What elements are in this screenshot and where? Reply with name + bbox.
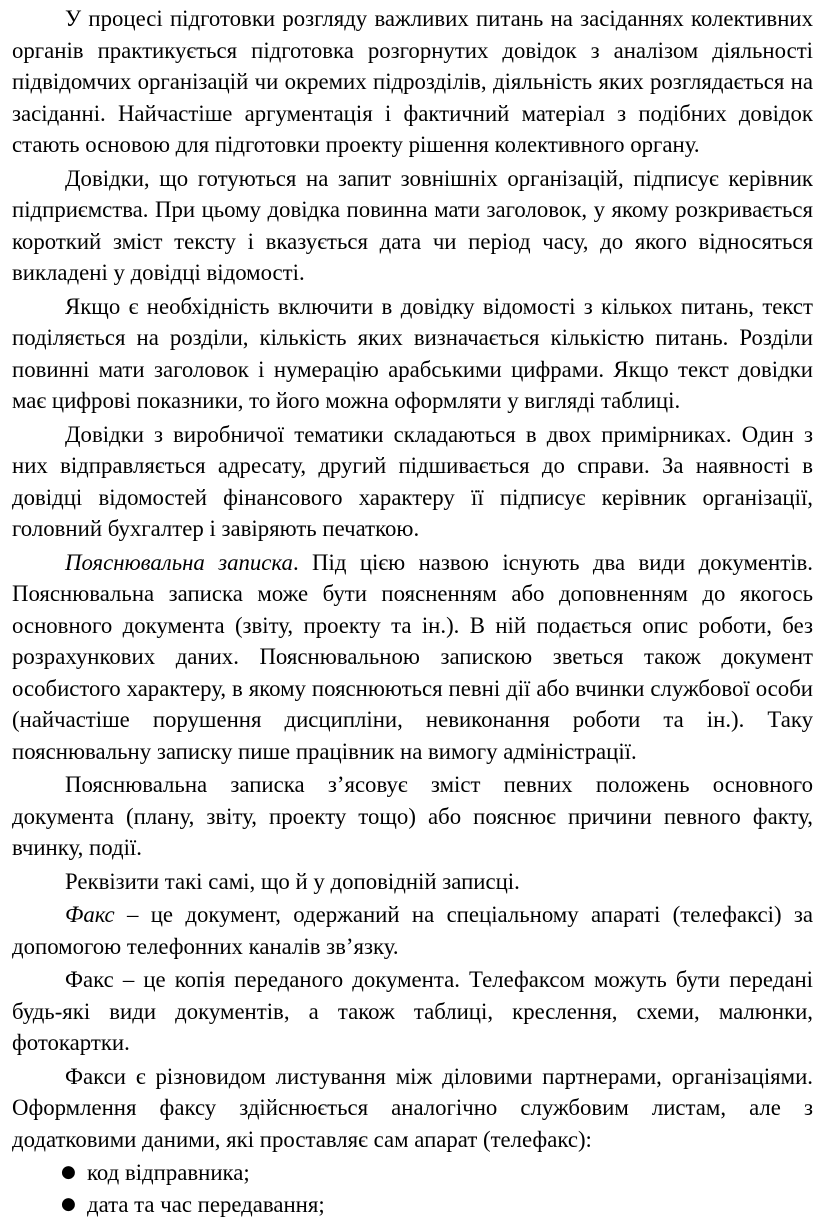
paragraph-committee-reports: У процесі підготовки розгляду важливих питань на засіданнях колективних органів практикується підготовка розгорнутих довідок з аналізом діяльності підвідомчих організацій чи окремих підрозділів, діяльність яких розглядається на засіданні. Найчастіше аргументація і фактичний матеріал з подібних довідок стають основою для підготовки проекту рішення колективного органу. [12, 6, 813, 157]
paragraph-production-topics: Довідки з виробничої тематики складаються в двох примірниках. Один з них відправляється адресату, другий підшивається до справи. За наявності в довідці відомостей фінансового характеру її підписує керівник організації, головний бухгалтер і завіряють печаткою. [12, 421, 813, 541]
paragraph-requisites: Реквізити такі самі, що й у доповідній записці. [65, 868, 520, 894]
paragraph-fax-definition [12, 899, 813, 962]
paragraph-multiple-questions: Якщо є необхідність включити в довідку відомості з кількох питань, текст поділяється на розділи, кількість яких визначається кількістю питань. Розділи повинні мати заголовок і нумерацію арабськими цифрами. Якщо текст довідки має цифрові показники, то його можна оформляти у вигляді таблиці. [12, 293, 813, 413]
bullet-icon: ● [61, 1193, 76, 1214]
paragraph-fax-definition-body: – це документ, одержаний на спеціальному апараті (телефаксі) за допомогою телефонних каналів зв’язку. [12, 902, 813, 959]
paragraph-external-requests: Довідки, що готуються на запит зовнішніх організацій, підписує керівник підприємства. При цьому довідка повинна мати заголовок, у якому розкривається короткий зміст тексту і вказується дата чи період часу, до якого відносяться викладені у довідці відомості. [12, 165, 813, 285]
list-item [12, 1157, 813, 1189]
bullet-icon: ● [61, 1162, 76, 1182]
paragraph-note-purpose: Пояснювальна записка з’ясовує зміст певних положень основного документа (плану, звіту, проекту тощо) або пояснює причини певного факту, вчинку, події. [12, 772, 813, 860]
paragraph-fax-correspondence: Факси є різновидом листування між діловими партнерами, організаціями. Оформлення факсу здійснюється аналогічно службовим листам, але з додатковими даними, які проставляє сам апарат (телефакс): [12, 1063, 813, 1152]
term-explanatory-note: Пояснювальна записка [65, 549, 293, 575]
paragraph-explanatory-note [12, 547, 813, 768]
bullet-list [12, 1157, 813, 1220]
paragraph-fax-copy: Факс – це копія переданого документа. Телефаксом можуть бути передані будь-які види документів, а також таблиці, креслення, схеми, малюнки, фотокартки. [12, 967, 813, 1055]
term-fax: Факс [65, 902, 115, 927]
list-item-text: код відправника; [87, 1160, 250, 1185]
list-item-text: дата та час передавання; [87, 1191, 325, 1217]
paragraph-explanatory-note-body: . Під цією назвою існують два види документів. Пояснювальна записка може бути поясненням або доповненням до якогось основного документа (звіту, проекту та ін.). В ній подається опис роботи, без розрахункових даних. Пояснювальною запискою зветься також документ особистого характеру, в якому пояснюються певні дії або вчинки службової особи (найчастіше порушення дисципліни, невиконання роботи та ін.). Таку пояснювальну записку пише працівник на вимогу адміністрації. [12, 549, 813, 764]
list-item [12, 1189, 813, 1221]
